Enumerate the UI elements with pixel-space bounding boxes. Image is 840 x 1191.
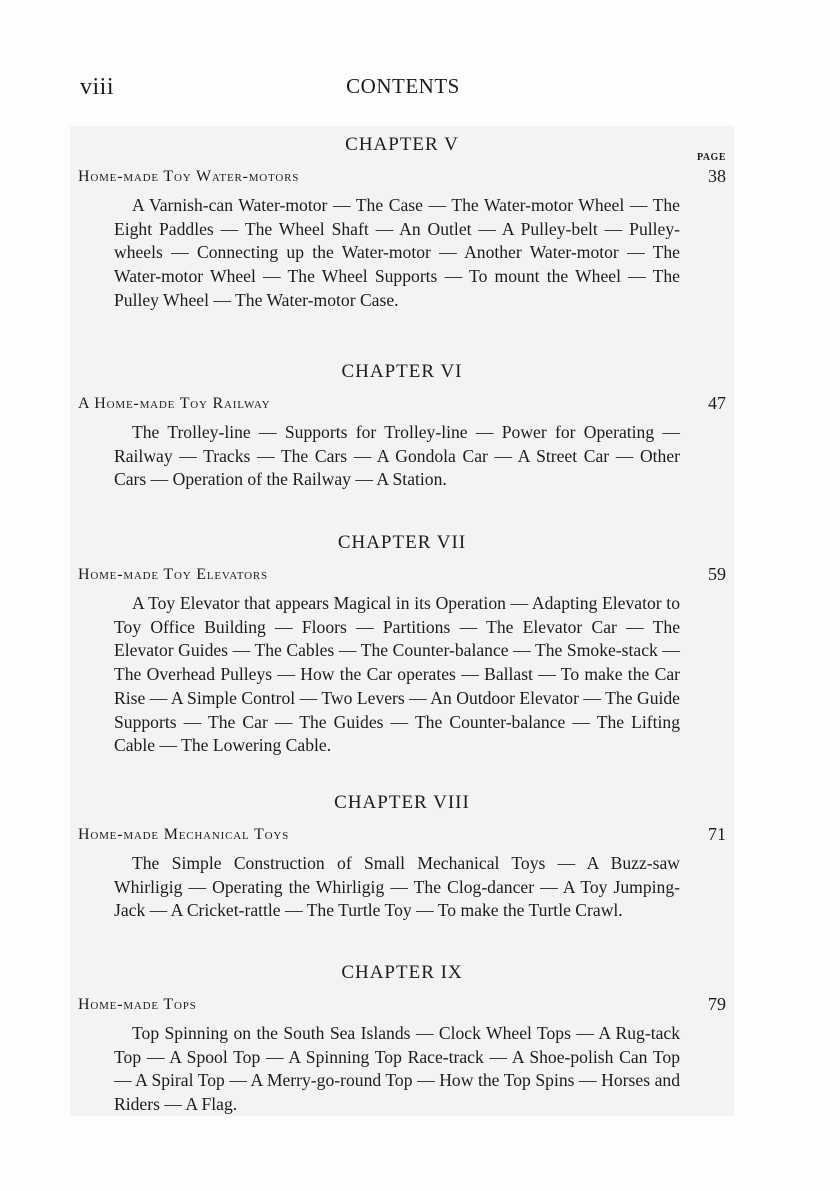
chapter-heading: CHAPTER VI: [341, 361, 463, 382]
chapter-heading: CHAPTER IX: [341, 962, 463, 983]
chapter-title: Home-made Mechanical Toys: [78, 826, 289, 843]
chapter-heading: CHAPTER VIII: [334, 792, 470, 813]
chapter-title: Home-made Toy Elevators: [78, 566, 268, 583]
chapter-title: Home-made Toy Water-motors: [78, 168, 300, 185]
chapter-entry: [78, 792, 726, 923]
chapter-heading: CHAPTER V: [345, 134, 459, 155]
chapter-page-number: 38: [708, 166, 726, 186]
chapter-heading: CHAPTER VII: [337, 532, 467, 553]
chapter-title: A Home-made Toy Railway: [78, 395, 271, 412]
chapter-page-number: 71: [708, 824, 726, 844]
chapter-title-row: [78, 393, 726, 417]
chapter-title-row: [78, 994, 726, 1018]
running-head: [80, 74, 726, 104]
chapter-summary: A Varnish-can Water-motor — The Case — The Water-motor Wheel — The Eight Paddles — The Wheel Shaft — An Outlet — A Pulley-belt — Pulley-wheels — Connecting up the Water-motor — Another Water-motor — The Water-motor Wheel — The Wheel Supports — To mount the Wheel — The Pulley Wheel — The Water-motor Case.: [114, 195, 680, 310]
chapter-title-row: [78, 824, 726, 848]
page-title: CONTENTS: [346, 74, 460, 98]
chapter-entry: [78, 134, 726, 313]
chapter-summary: The Simple Construction of Small Mechanical Toys — A Buzz-saw Whirligig — Operating the Whirligig — The Clog-dancer — A Toy Jumping-Jack — A Cricket-rattle — The Turtle Toy — To make the Turtle Crawl.: [114, 853, 680, 921]
chapter-summary: Top Spinning on the South Sea Islands — Clock Wheel Tops — A Rug-tack Top — A Spool Top — A Spinning Top Race-track — A Shoe-polish Can Top — A Spiral Top — A Merry-go-round Top — How the Top Spins — Horses and Riders — A Flag.: [114, 1023, 680, 1115]
chapter-entry: [78, 361, 726, 492]
chapter-title-row: [78, 166, 726, 190]
chapter-title-row: [78, 564, 726, 588]
chapter-page-number: 47: [708, 393, 726, 413]
page-column-label: PAGE: [696, 152, 726, 163]
chapter-entry: [78, 962, 726, 1117]
page-folio: viii: [80, 74, 115, 100]
chapter-summary: A Toy Elevator that appears Magical in its Operation — Adapting Elevator to Toy Office Building — Floors — Partitions — The Elevator Car — The Elevator Guides — The Cables — The Counter-balance — The Smoke-stack — The Overhead Pulleys — How the Car operates — Ballast — To make the Car Rise — A Simple Control — Two Levers — An Outdoor Elevator — The Guide Supports — The Car — The Guides — The Counter-balance — The Lifting Cable — The Lowering Cable.: [114, 593, 680, 756]
chapter-page-number: 79: [708, 994, 726, 1014]
chapter-page-number: 59: [708, 564, 726, 584]
chapter-entry: [78, 532, 726, 758]
chapter-summary: The Trolley-line — Supports for Trolley-line — Power for Operating — Railway — Tracks — The Cars — A Gondola Car — A Street Car — Other Cars — Operation of the Railway — A Station.: [114, 422, 680, 490]
chapter-title: Home-made Tops: [78, 996, 197, 1013]
